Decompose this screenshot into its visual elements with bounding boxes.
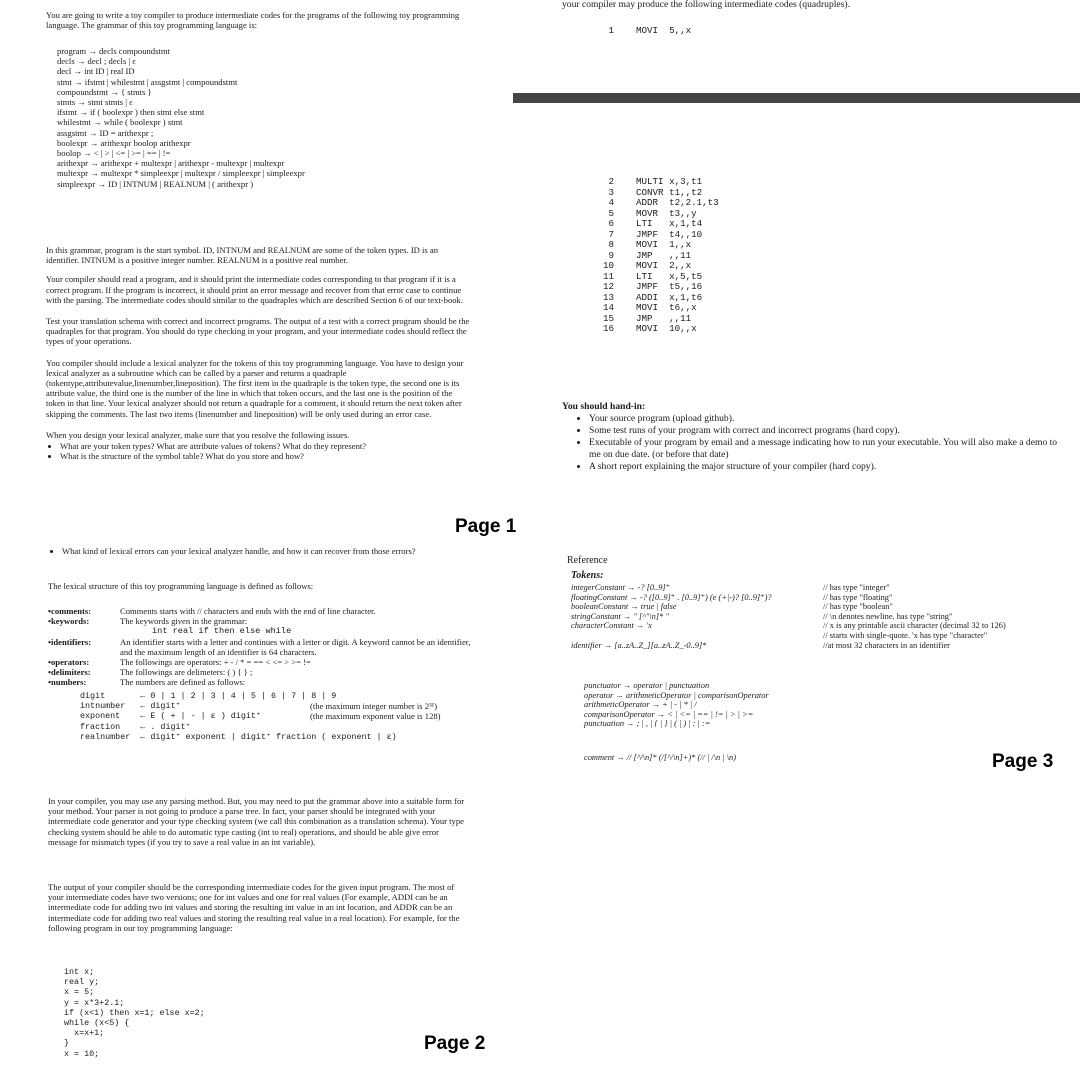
paragraph: Your compiler should read a program, and it should print the intermediate codes corresponding to that program if it is a correct program. If the program is incorrect, it should print an error message and recover from that error case to continue with the parsing. The intermediate codes should similar to the quadraples which are described Section 6 of our text-book.: [46, 274, 464, 305]
code-line: x=x+1;: [64, 1028, 105, 1039]
token-rule: stringConstant → " [^"\n]* ": [571, 611, 669, 621]
number-def: exponent ← E ( + | - | ε ) digit⁺: [80, 711, 261, 722]
quad-number: 1: [608, 25, 614, 36]
lex-value: The numbers are defined as follows:: [120, 677, 246, 688]
issues-list: [46, 441, 472, 461]
number-def: digit ← 0 | 1 | 2 | 3 | 4 | 5 | 6 | 7 | 8 | 9: [80, 691, 337, 701]
grammar-rule: simpleexpr → ID | INTNUM | REALNUM | ( arithexpr ): [57, 178, 254, 189]
quad-number: 3: [608, 186, 614, 198]
page1-intro: You are going to write a toy compiler to produce intermediate codes for the programs of the following toy programming language. The grammar of this toy programming language is:: [46, 10, 460, 31]
lex-value: Comments starts with // characters and ends with the end of line character.: [120, 606, 376, 616]
number-def: fraction ← . digit⁺: [80, 721, 191, 732]
quad-number: 11: [602, 270, 614, 282]
number-def-note: (the maximum exponent value is 128): [310, 711, 441, 722]
token-row: [571, 583, 1071, 593]
grammar-rule: program → decls compoundstmt: [57, 46, 170, 56]
token-definitions: [571, 583, 1071, 650]
grammar-list: [57, 46, 477, 189]
punct-rule: punctuator → operator | punctuation: [584, 681, 710, 690]
token-rule: identifier → [a..zA..Z_][a..zA..Z_-0..9]*: [571, 640, 707, 650]
quad-code: MOVI 1,,x: [636, 239, 692, 250]
code-line: y = x*3+2.1;: [64, 997, 125, 1008]
quad-code: MOVI 2,,x: [636, 260, 692, 271]
quad-code: CONVR t1,,t2: [636, 186, 703, 198]
quad-number: 2: [608, 176, 614, 187]
handin-list: [562, 413, 1067, 473]
issue-item: • What are your token types? What are attribute values of tokens? What do they represent?: [60, 441, 472, 451]
quad-row: [588, 198, 719, 209]
punctuator-definitions: [584, 681, 1024, 729]
token-rule: booleanConstant → true | false: [571, 602, 677, 612]
parse-paragraph: In your compiler, you may use any parsing method. But, you may need to put the grammar above into a suitable form for your method. Your parser is not going to produce a parse tree. In fact, your parser should be integrated with your intermediate code generator and your type checking system (we call this combination as a translation schema). Your type checking system should be able to do automatic type casting (int to real) operations, and should be able give error message for mismatch types (if you try to save a real value in an int variable).: [48, 796, 465, 847]
quad-number: 5: [608, 207, 614, 219]
lex-value: An identifier starts with a letter and continues with a letter or digit. A keyword cannot be an identifier, and the maximum length of an identifier is 64 characters.: [120, 636, 471, 657]
grammar-rule: whilestmt → while ( boolexpr ) stmt: [57, 117, 183, 128]
punct-rule: comparisonOperator → < | <= | == | != | > | >=: [584, 709, 754, 719]
tokens-title: Tokens:: [571, 570, 604, 581]
grammar-rule: stmt → ifstmt | whilestmt | assgstmt | compoundstmt: [57, 76, 238, 87]
grammar-rule: compoundstmt → { stmts }: [57, 86, 152, 97]
grammar-rule: decl → int ID | real ID: [57, 66, 135, 77]
token-rule: characterConstant → 'x: [571, 621, 652, 631]
paragraph: Test your translation schema with correct and incorrect programs. The output of a test with a correct program should be the quadraples for that program. You should do type checking in your program, and your intermediate codes should reflect the types of your operations.: [46, 316, 470, 347]
lex-value: The keywords given in the grammar:: [120, 616, 248, 627]
output-paragraph: The output of your compiler should be the corresponding intermediate codes for the given input program. The most of your intermediate codes have two versions; one for int values and one for real values (For example, ADDI can be an intermediate code for adding two int values and storing the resulting int value in an int location, and ADDR can be an intermediate code for adding two real values and storing the resulting real value in a real location). For example, for the following program in our toy programming language:: [48, 882, 460, 933]
quad-number: 15: [602, 312, 614, 324]
quad-number: 6: [608, 218, 614, 229]
token-rule: integerConstant → -? [0..9]⁺: [571, 583, 671, 592]
number-def-note: (the maximum integer number is 2³¹): [310, 701, 438, 712]
quad-number: 13: [602, 291, 614, 303]
quad-number: 4: [608, 197, 614, 208]
number-def-row: [80, 711, 480, 721]
token-comment: // has type "integer": [823, 583, 890, 592]
quad-intro: your compiler may produce the following intermediate codes (quadruples).: [562, 0, 850, 10]
code-line: x = 10;: [64, 1048, 100, 1059]
number-def-row: [80, 732, 480, 742]
handin-item: • A short report explaining the major structure of your compiler (hard copy).: [589, 461, 1067, 473]
quad-list: [588, 177, 719, 335]
quad-row: [588, 261, 719, 272]
quad-number: 7: [608, 228, 614, 240]
lexical-intro: The lexical structure of this toy programming language is defined as follows:: [48, 581, 314, 591]
quad-code: MOVI t6,,x: [636, 302, 697, 313]
sample-program: [64, 967, 205, 1059]
token-comment: // has type "boolean": [823, 602, 893, 612]
number-def-row: [80, 701, 480, 711]
handin-item: • Executable of your program by email and a message indicating how to run your executable. You will also make a demo to me on due date. (or before that date): [589, 437, 1067, 461]
quad-code: MULTI x,3,t1: [636, 176, 703, 187]
token-row: [571, 602, 1071, 612]
quad-row: [588, 240, 719, 251]
quad-number: 10: [602, 260, 614, 271]
code-line: while (x<5) {: [64, 1018, 130, 1029]
quad-code: ADDR t2,2.1,t3: [636, 197, 719, 208]
handin-title: You should hand-in:: [562, 401, 646, 412]
quad-row: [588, 219, 719, 230]
lex-key: •numbers:: [48, 677, 87, 688]
issue-item: • What kind of lexical errors can your lexical analyzer handle, and how it can recover from those errors?: [62, 546, 482, 556]
quad-code: LTI x,5,t5: [636, 270, 703, 282]
token-comment: // \n denotes newline. has type "string": [823, 611, 953, 621]
keywords-list: int real if then else while: [152, 626, 292, 637]
code-line: int x;: [64, 967, 95, 977]
page-label: Page 2: [424, 1033, 486, 1054]
quad-code: ADDI x,1,t6: [636, 291, 703, 303]
page-label: Page 1: [455, 516, 517, 537]
issue-item: • What is the structure of the symbol table? What do you store and how?: [60, 451, 472, 461]
grammar-rule: boolop → < | > | <= | >= | == | !=: [57, 148, 171, 159]
paragraph: You compiler should include a lexical analyzer for the tokens of this toy programming language. You have to design your lexical analyzer as a subroutine which can be called by a parser and returns a quadraple (tokentype,attributevalue,linenumber,lineposition). The first item in the quadraple is the token type, the second one is its attribute value, the third one is the number of the line in which that token occurs, and the last one is the position of the token in that line. Your lexical analyzer should not return a quadraple for a comment, it should return the next token after skipping the comments. The last two items (linenumber and lineposition) will be only used during an error case.: [46, 357, 464, 419]
quad-number: 12: [602, 281, 614, 292]
handin-item: • Some test runs of your program with correct and incorrect programs (hard copy).: [589, 425, 1067, 437]
page-2: [0, 540, 541, 1080]
lex-key: •keywords:: [48, 616, 90, 627]
quad-code: LTI x,1,t4: [636, 218, 703, 229]
lex-key: •operators:: [48, 657, 90, 668]
punct-rule: arithmeticOperator → + | - | * | /: [584, 700, 697, 710]
token-comment: //at most 32 characters in an identifier: [823, 640, 950, 650]
token-comment: // x is any printable ascii character (decimal 32 to 126): [823, 621, 1006, 631]
quad-code: MOVI 5,,x: [636, 25, 692, 36]
grammar-rule: multexpr → multexpr * simpleexpr | multexpr / simpleexpr | simpleexpr: [57, 168, 305, 179]
reference-title: Reference: [567, 555, 608, 566]
page-1: [0, 0, 541, 541]
number-def-row: [80, 691, 480, 701]
handin-item: • Your source program (upload github).: [589, 413, 1067, 425]
page-divider: [513, 93, 1080, 103]
code-line: if (x<1) then x=1; else x=2;: [64, 1007, 205, 1018]
token-rule: [571, 631, 823, 641]
paragraph: When you design your lexical analyzer, make sure that you resolve the following issues.: [46, 429, 350, 440]
handin-section: [562, 401, 1067, 473]
quad-number: 9: [608, 249, 614, 261]
punct-rule: punctuation → ; | , | { | } | ( | ) | : | :=: [584, 719, 711, 729]
quad-code: JMP ,,11: [636, 312, 692, 324]
lex-value: The followings are operators: + - / * = == < <= > >= !=: [120, 657, 311, 668]
quad-row: [588, 177, 719, 188]
number-def: realnumber ← digit⁺ exponent | digit⁺ fraction ( exponent | ε): [80, 731, 397, 742]
quad-code: JMPF t5,,16: [636, 281, 703, 292]
number-definitions: [80, 691, 480, 742]
first-quad: [588, 26, 691, 37]
quad-row: [588, 324, 719, 335]
lex-value: The followings are delimeters: ( ) { } ;: [120, 667, 253, 678]
lex-key: •identifiers:: [48, 636, 92, 647]
quad-code: MOVR t3,,y: [636, 207, 697, 219]
page-label: Page 3: [992, 751, 1054, 772]
lexical-structure: [48, 606, 478, 688]
grammar-rule: boolexpr → arithexpr boolop arithexpr: [57, 137, 191, 148]
number-def: intnumber ← digit⁺: [80, 701, 181, 712]
grammar-rule: ifstmt → if ( boolexpr ) then stmt else stmt: [57, 107, 205, 118]
page-3: [540, 540, 1080, 1080]
quad-number: 14: [602, 302, 614, 313]
quad-code: JMP ,,11: [636, 249, 692, 261]
code-line: real y;: [64, 977, 100, 988]
quad-code: MOVI 10,,x: [636, 323, 697, 334]
grammar-rule: arithexpr → arithexpr + multexpr | arithexpr - multexpr | multexpr: [57, 158, 285, 169]
number-def-row: [80, 722, 480, 732]
punct-rule: operator → arithmeticOperator | comparisonOperator: [584, 690, 769, 700]
token-comment: // has type "floating": [823, 592, 893, 602]
quad-code: JMPF t4,,10: [636, 228, 703, 240]
token-row: [571, 631, 1071, 641]
comment-rule: comment → // [^/\n]* (/[^/\n]+)* (// | /\n | \n): [584, 753, 737, 762]
quad-number: 8: [608, 239, 614, 250]
quadruple-page: [540, 0, 1080, 540]
code-line: x = 5;: [64, 987, 95, 998]
paragraph: In this grammar, program is the start symbol. ID, INTNUM and REALNUM are some of the token types. ID is an identifier. INTNUM is a positive integer number. REALNUM is a positive real number.: [46, 245, 439, 266]
lex-key: •delimiters:: [48, 667, 91, 678]
token-comment: // starts with single-quote. 'x has type "character": [823, 630, 988, 640]
lexical-errors-bullet: [50, 546, 482, 556]
token-row: [571, 641, 1071, 651]
token-rule: floatingConstant → -? ([0..9]⁺ . [0..9]⁺) (e (+|-)? [0..9]⁺)?: [571, 592, 772, 602]
token-row: [571, 612, 1071, 622]
code-line: }: [64, 1038, 70, 1049]
grammar-rule: decls → decl ; decls | ε: [57, 56, 136, 67]
lex-key: •comments:: [48, 606, 92, 616]
grammar-rule: stmts → stmt stmts | ε: [57, 97, 133, 108]
token-row: [571, 593, 1071, 603]
token-row: [571, 621, 1071, 631]
quad-row: [588, 303, 719, 314]
quad-number: 16: [602, 323, 614, 334]
quad-row: [588, 282, 719, 293]
page1-body: [46, 245, 472, 461]
grammar-rule: assgstmt → ID = arithexpr ;: [57, 127, 154, 138]
